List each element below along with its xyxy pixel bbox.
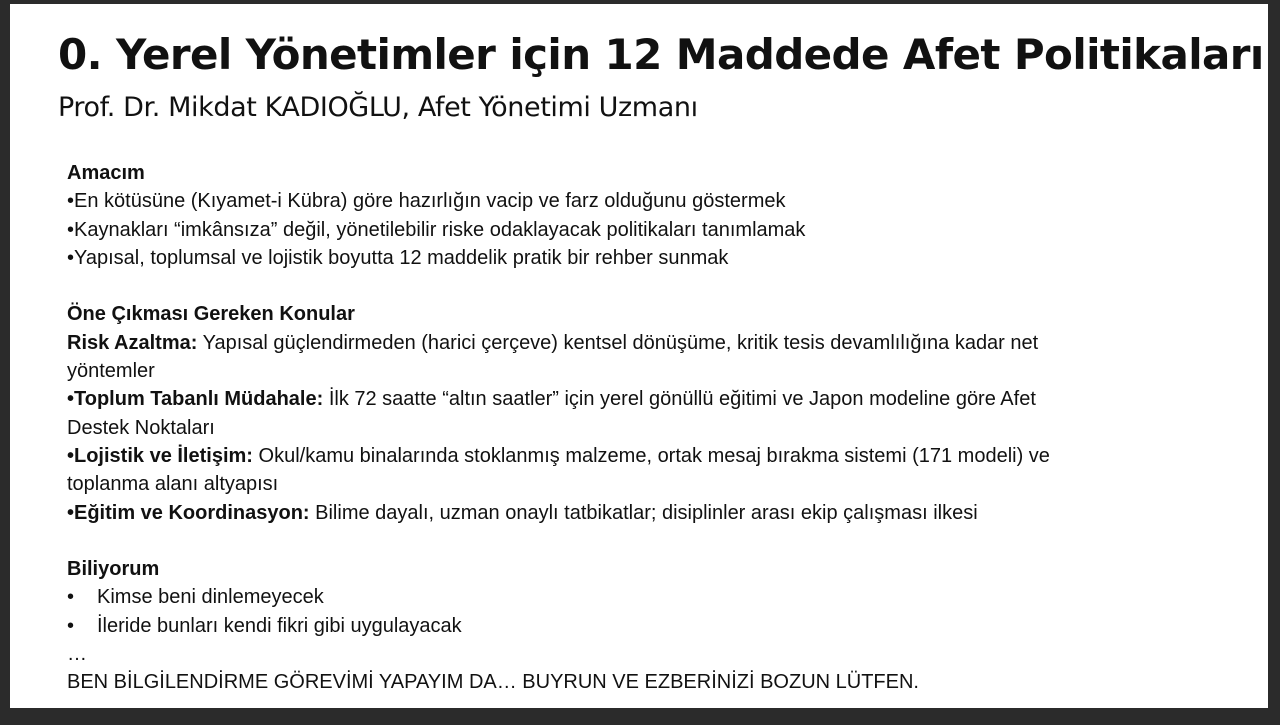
amacim-item-3: •Yapısal, toplumsal ve lojistik boyutta 12 maddelik pratik bir rehber sunmak: [67, 246, 729, 269]
konular-item-2-text: İlk 72 saatte “altın saatler” için yerel gönüllü eğitimi ve Japon modeline göre Afet: [323, 388, 1036, 411]
ellipsis: …: [67, 643, 87, 666]
konular-item-1-text: Yapısal güçlendirmeden (harici çerçeve) kentsel dönüşüme, kritik tesis devamlılığına kadar net: [197, 331, 1039, 354]
konular-item-1-cont: yöntemler: [67, 360, 155, 383]
konular-item-3-cont: toplanma alanı altyapısı: [67, 473, 279, 496]
biliyorum-item-2: [67, 612, 1207, 640]
biliyorum-heading: Biliyorum: [67, 558, 160, 581]
bullet-icon: •: [67, 614, 75, 637]
slide: [10, 4, 1268, 708]
konular-item-2-cont: Destek Noktaları: [67, 416, 215, 439]
konular-item-4: [67, 499, 1207, 527]
konular-item-3-label: •Lojistik ve İletişim:: [67, 444, 253, 467]
spacer: [67, 272, 1207, 300]
konular-item-2: [67, 385, 1207, 413]
konular-item-2-label: •Toplum Tabanlı Müdahale:: [67, 388, 324, 411]
amacim-item-1: •En kötüsüne (Kıyamet-i Kübra) göre hazırlığın vacip ve farz olduğunu göstermek: [67, 190, 786, 213]
biliyorum-item-1: [67, 583, 1207, 611]
amacim-heading: Amacım: [67, 162, 145, 184]
spacer: [67, 527, 1207, 555]
konular-item-1-label: Risk Azaltma:: [67, 331, 198, 354]
konular-item-3: [67, 442, 1207, 470]
konular-item-3-text: Okul/kamu binalarında stoklanmış malzeme, ortak mesaj bırakma sistemi (171 modeli) ve: [252, 444, 1050, 467]
biliyorum-item-2-text: İleride bunları kendi fikri gibi uygulayacak: [97, 614, 462, 637]
bullet-icon: •: [67, 586, 75, 609]
konular-item-1: [67, 329, 1207, 357]
closing-statement: BEN BİLGİLENDİRME GÖREVİMİ YAPAYIM DA… BUYRUN VE EZBERİNİZİ BOZUN LÜTFEN.: [67, 671, 919, 694]
slide-body: [67, 159, 1207, 697]
slide-title: 0. Yerel Yönetimler için 12 Maddede Afet Politikaları: [58, 30, 1264, 79]
konular-item-4-label: •Eğitim ve Koordinasyon:: [67, 501, 310, 524]
konular-heading: Öne Çıkması Gereken Konular: [67, 303, 355, 326]
slide-subtitle: Prof. Dr. Mikdat KADIOĞLU, Afet Yönetimi Uzmanı: [58, 92, 698, 123]
amacim-item-2: •Kaynakları “imkânsıza” değil, yönetilebilir riske odaklayacak politikaları tanımlamak: [67, 218, 806, 241]
biliyorum-item-1-text: Kimse beni dinlemeyecek: [97, 586, 324, 609]
konular-item-4-text: Bilime dayalı, uzman onaylı tatbikatlar; disiplinler arası ekip çalışması ilkesi: [309, 501, 978, 524]
